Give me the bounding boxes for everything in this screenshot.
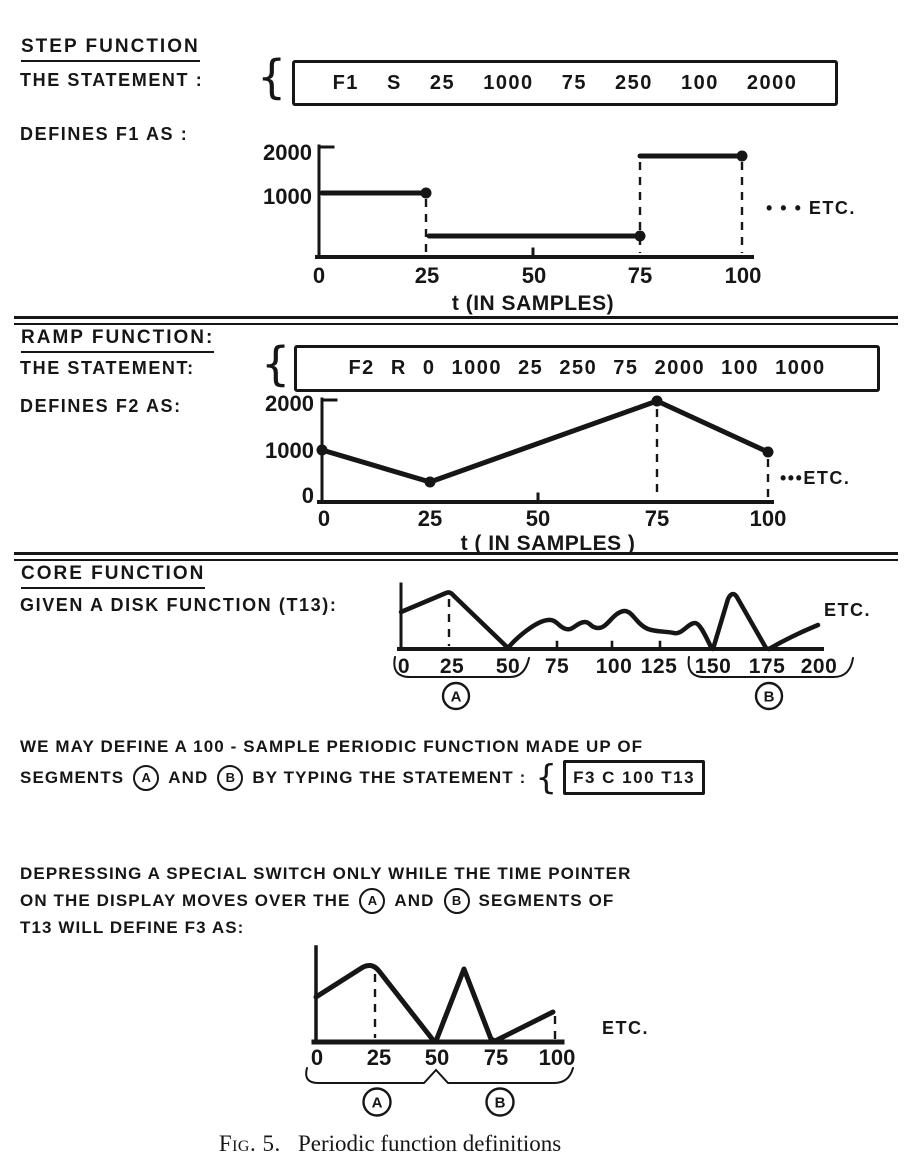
switch-segment-b-badge	[444, 888, 470, 914]
switch-paragraph-line1: DEPRESSING A SPECIAL SWITCH ONLY WHILE THE TIME POINTER	[20, 864, 632, 883]
step-statement-brace: {	[257, 50, 287, 104]
f3-braces-segments	[306, 1068, 573, 1083]
switch-segment-b-letter: B	[451, 893, 462, 908]
f3-statement-box: F3 C 100 T13	[563, 760, 705, 795]
ramp-xlabel: t ( IN SAMPLES )	[460, 532, 636, 555]
ramp-xtick-100: 100	[749, 506, 787, 531]
core-section-title: CORE FUNCTION	[21, 563, 205, 589]
define-paragraph	[20, 733, 705, 798]
ramp-section-title: RAMP FUNCTION:	[21, 327, 214, 353]
core-etc-annotation: ETC.	[824, 600, 872, 620]
core-segment-a-label: A	[450, 688, 462, 706]
step-ytick-1000: 1000	[263, 183, 312, 209]
ramp-statement-brace: {	[261, 337, 291, 391]
f3-xtick-25: 25	[366, 1045, 392, 1070]
step-statement-box: F1 S 25 1000 75 250 100 2000	[292, 60, 838, 106]
define-segment-a-badge	[133, 765, 159, 791]
define-and-word: AND	[168, 768, 209, 787]
core-xtick-175: 175	[748, 655, 786, 678]
step-etc-annotation: • • • ETC.	[766, 198, 856, 218]
f3-xtick-0: 0	[310, 1045, 324, 1070]
ramp-etc-annotation: •••ETC.	[780, 468, 851, 488]
core-xtick-50: 50	[495, 655, 521, 678]
section-divider-1	[14, 316, 898, 325]
define-segment-a-letter: A	[141, 770, 151, 785]
define-line2-rest: BY TYPING THE STATEMENT :	[252, 768, 527, 787]
figure-caption	[0, 1131, 780, 1157]
figure-caption-number: Fig. 5.	[218, 1131, 281, 1156]
core-curve-t13	[401, 592, 818, 649]
step-point-75-250	[635, 231, 646, 242]
ramp-statement-label: THE STATEMENT:	[20, 358, 195, 378]
f3-segment-b-label: B	[494, 1094, 506, 1112]
step-xtick-25: 25	[414, 263, 440, 288]
ramp-ytick-1000: 1000	[265, 437, 314, 463]
ramp-point-25-250	[425, 477, 436, 488]
core-xtick-125: 125	[640, 655, 678, 678]
ramp-defines-label: DEFINES F2 AS:	[20, 396, 182, 416]
core-xtick-25: 25	[439, 655, 465, 678]
f3-xtick-100: 100	[538, 1045, 576, 1070]
f3-function-plot	[238, 935, 674, 1125]
switch-line2-suffix: SEGMENTS OF	[478, 891, 615, 910]
core-xtick-150: 150	[694, 655, 732, 678]
switch-paragraph	[20, 860, 631, 941]
define-segment-b-badge	[217, 765, 243, 791]
f3-etc-annotation: ETC.	[602, 1018, 650, 1038]
switch-line2-prefix: ON THE DISPLAY MOVES OVER THE	[20, 891, 351, 910]
switch-paragraph-line3: T13 WILL DEFINE F3 AS:	[20, 918, 245, 937]
step-xtick-100: 100	[724, 263, 762, 288]
ramp-point-100-1000	[763, 447, 774, 458]
core-xtick-100: 100	[595, 655, 633, 678]
step-point-100-2000	[737, 151, 748, 162]
ramp-xtick-25: 25	[417, 506, 443, 531]
step-point-25-1000	[421, 188, 432, 199]
switch-segment-a-letter: A	[367, 893, 378, 908]
ramp-xtick-75: 75	[644, 506, 670, 531]
core-xtick-75: 75	[544, 655, 570, 678]
step-defines-label: DEFINES F1 AS :	[20, 124, 189, 144]
define-paragraph-line1: WE MAY DEFINE A 100 - SAMPLE PERIODIC FUNCTION MADE UP OF	[20, 737, 644, 756]
f3-statement-brace: {	[535, 757, 559, 798]
f3-curve	[316, 965, 553, 1041]
ramp-point-75-2000	[652, 396, 663, 407]
step-xlabel: t (IN SAMPLES)	[451, 292, 615, 315]
step-xtick-0: 0	[312, 263, 326, 288]
core-xtick-0: 0	[397, 655, 411, 678]
core-segment-b-label: B	[763, 688, 775, 706]
define-segment-b-letter: B	[225, 770, 236, 785]
core-xtick-200: 200	[800, 655, 838, 678]
ramp-xtick-0: 0	[317, 506, 331, 531]
section-divider-2	[14, 552, 898, 561]
step-statement-label: THE STATEMENT :	[20, 70, 204, 90]
ramp-ytick-2000: 2000	[265, 390, 314, 416]
core-function-plot	[388, 570, 906, 718]
f3-xtick-75: 75	[483, 1045, 509, 1070]
step-xtick-75: 75	[627, 263, 653, 288]
ramp-function-plot	[245, 392, 885, 554]
step-xtick-50: 50	[521, 263, 547, 288]
switch-segment-a-badge	[359, 888, 385, 914]
ramp-point-0-1000	[317, 445, 328, 456]
switch-and-word: AND	[394, 891, 435, 910]
define-segments-word: SEGMENTS	[20, 768, 125, 787]
f3-xtick-50: 50	[424, 1045, 450, 1070]
ramp-xtick-50: 50	[525, 506, 551, 531]
step-ytick-2000: 2000	[263, 139, 312, 165]
core-given-label: GIVEN A DISK FUNCTION (T13):	[20, 595, 338, 615]
f3-segment-a-label: A	[371, 1094, 383, 1112]
ramp-statement-box: F2 R 0 1000 25 250 75 2000 100 1000	[294, 345, 880, 392]
figure-caption-text: Periodic function definitions	[298, 1131, 562, 1156]
ramp-curve	[322, 401, 768, 482]
step-function-plot	[245, 135, 865, 315]
step-section-title: STEP FUNCTION	[21, 36, 200, 62]
ramp-ytick-0: 0	[301, 482, 314, 508]
switch-paragraph-line2	[20, 887, 631, 914]
define-paragraph-line2	[20, 757, 705, 798]
